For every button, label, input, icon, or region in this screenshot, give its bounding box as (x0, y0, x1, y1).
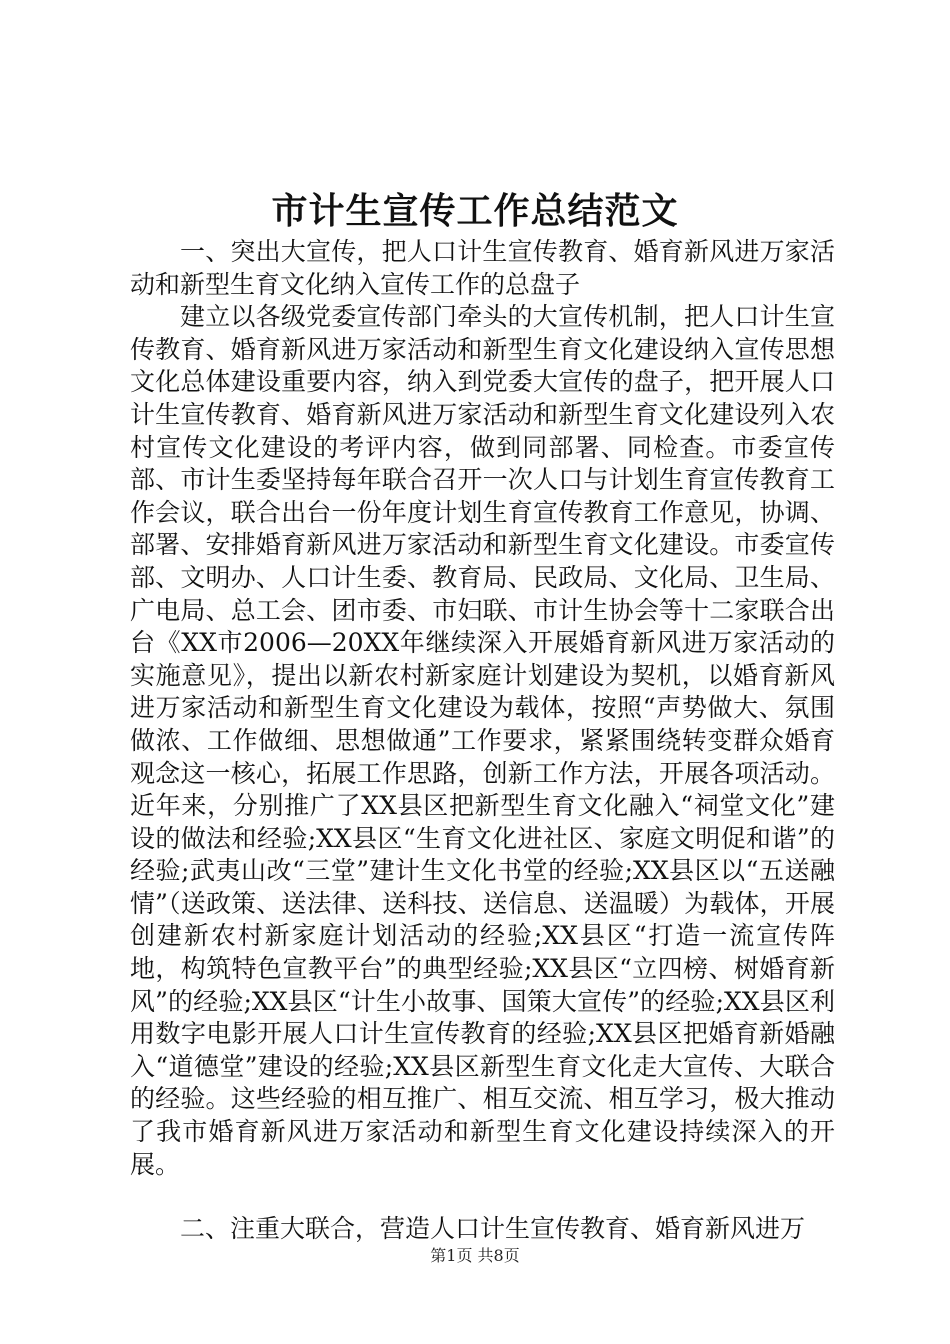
page-footer: 第1页 共8页 (430, 1246, 520, 1265)
document-body (130, 236, 835, 1246)
document-title: 市计生宣传工作总结范文 (271, 190, 679, 232)
section-heading-2: 二、注重大联合，营造人口计生宣传教育、婚育新风进万 (180, 1214, 806, 1244)
section-heading-1: 一、突出大宣传，把人口计生宣传教育、婚育新风进万家活动和新型生育文化纳入宣传工作的总盘子 (130, 237, 835, 299)
body-paragraph: 建立以各级党委宣传部门牵头的大宣传机制，把人口计生宣传教育、婚育新风进万家活动和新型生育文化建设纳入宣传思想文化总体建设重要内容，纳入到党委大宣传的盘子，把开展人口计生宣传教育、婚育新风进万家活动和新型生育文化建设列入农村宣传文化建设的考评内容，做到同部署、同检查。市委宣传部、市计生委坚持每年联合召开一次人口与计划生育宣传教育工作会议，联合出台一份年度计划生育宣传教育工作意见，协调、部署、安排婚育新风进万家活动和新型生育文化建设。市委宣传部、文明办、人口计生委、教育局、民政局、文化局、卫生局、广电局、总工会、团市委、市妇联、市计生协会等十二家联合出台《XX市2006—20XX年继续深入开展婚育新风进万家活动的实施意见》，提出以新农村新家庭计划建设为契机，以婚育新风进万家活动和新型生育文化建设为载体，按照“声势做大、氛围做浓、工作做细、思想做通”工作要求，紧紧围绕转变群众婚育观念这一核心，拓展工作思路，创新工作方法，开展各项活动。近年来，分别推广了XX县区把新型生育文化融入“祠堂文化”建设的做法和经验;XX县区“生育文化进社区、家庭文明促和谐”的经验;武夷山改“三堂”建计生文化书堂的经验;XX县区以“五送融情”（送政策、送法律、送科技、送信息、送温暖）为载体，开展创建新农村新家庭计划活动的经验;XX县区“打造一流宣传阵地，构筑特色宣教平台”的典型经验;XX县区“立四榜、树婚育新风”的经验;XX县区“计生小故事、国策大宣传”的经验;XX县区利用数字电影开展人口计生宣传教育的经验;XX县区把婚育新婚融入“道德堂”建设的经验;XX县区新型生育文化走大宣传、大联合的经验。这些经验的相互推广、相互交流、相互学习，极大推动了我市婚育新风进万家活动和新型生育文化建设持续深入的开展。 (130, 302, 835, 1179)
